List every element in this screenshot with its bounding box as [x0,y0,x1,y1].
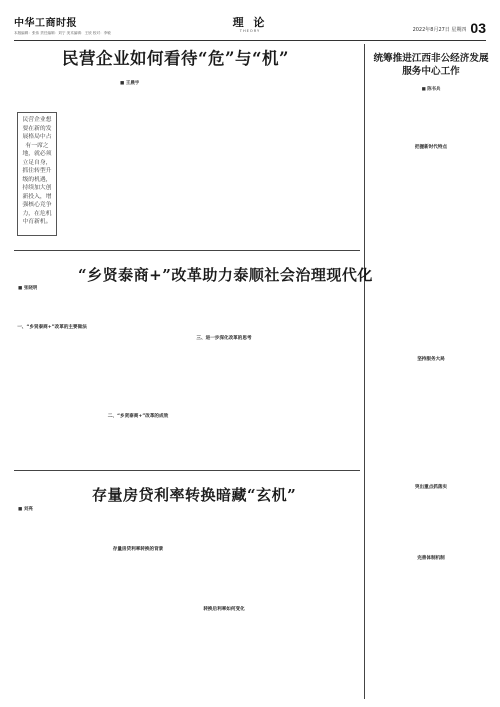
article-divider [14,470,360,471]
sidebar-subhead: 把握新时代特点 [414,145,448,150]
page-number: 03 [470,20,486,36]
article-byline: ■ 张晓明 [18,286,38,291]
editor-info: 本版编辑：张伟 责任编辑：刘宁 美术编辑：王欣 校对：李敏 [14,31,111,35]
issue-date: 2022年8月27日 星期四 [412,27,467,33]
article-byline: ■ 刘亮 [18,507,33,512]
article-divider [14,250,360,251]
sidebar-byline: ■ 陈书兵 [421,87,441,92]
sidebar-subhead: 完善体制机制 [417,556,445,561]
article-subhead: 存量房贷利率转换的背景 [112,547,164,552]
article-byline: ■ 王晨宇 [120,81,140,86]
section-title: 理 论 [232,16,268,29]
masthead [14,14,486,41]
article-subhead: 三、进一步深化改革的思考 [196,336,252,341]
sidebar-subhead: 突出重点抓落实 [414,485,448,490]
article-subhead: 一、“乡贤泰商+”改革的主要做法 [17,325,87,330]
sidebar-subhead: 坚持服务大局 [417,357,445,362]
sidebar-headline: 统筹推进江西非公经济发展服务中心工作 [373,53,489,77]
article-headline: 民营企业如何看待“危”与“机” [62,49,289,68]
column-divider [364,44,365,699]
pull-quote-text: 民营企业想要在新的发展格局中占有一席之地，就必须立足自身，抓住转型升级的机遇，持续加大创新投入，增强核心竞争力，在危机中育新机。 [22,117,52,225]
section-subtitle: THEORY [239,29,261,33]
date-and-page [413,20,486,36]
paper-name: 中华工商时报 [14,18,77,29]
pull-quote-box [17,112,57,236]
article-headline: 存量房贷利率转换暗藏“玄机” [92,486,297,504]
article-subhead: 转换后利率如何变化 [203,607,245,612]
article-subhead: 二、“乡贤泰商+”改革的成效 [107,414,169,419]
article-headline: “乡贤泰商+”改革助力泰顺社会治理现代化 [78,266,373,284]
